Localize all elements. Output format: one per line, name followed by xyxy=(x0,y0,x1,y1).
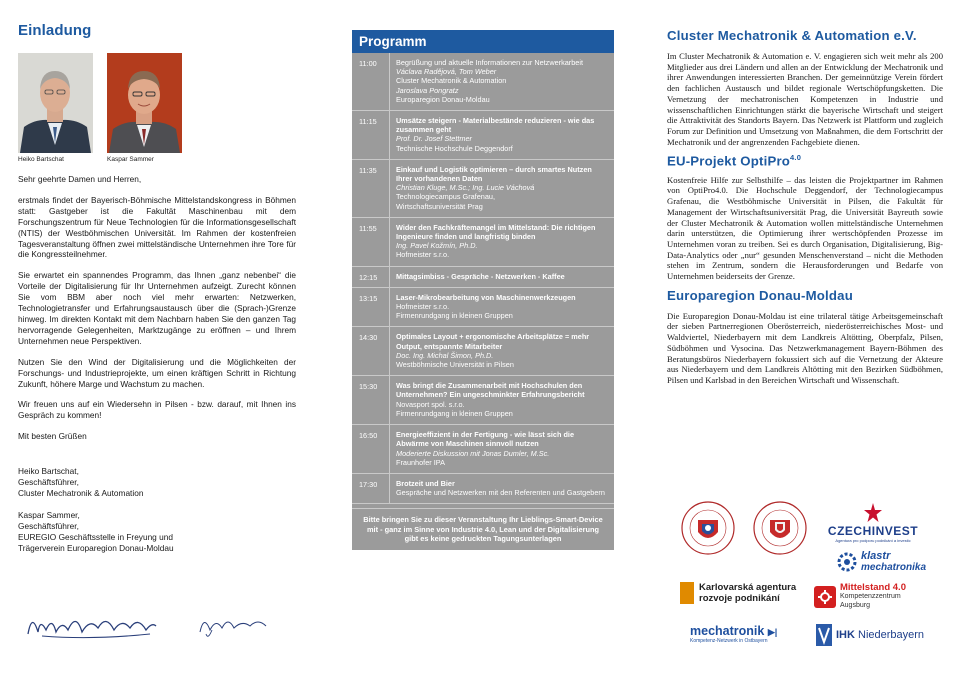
mechatronik-subtext: Kompetenz-Netzwerk in Ostbayern xyxy=(690,638,768,644)
program-item-title: Wider den Fachkräftemangel im Mittelstand: Die richtigen Ingenieure finden und langfristig binden xyxy=(396,222,596,242)
portrait-bartschat xyxy=(18,53,93,153)
signer-org: Trägerverein Europaregion Donau-Moldau xyxy=(18,542,174,553)
program-speaker: Jaroslava Pongratz xyxy=(396,85,459,95)
chamber-seal-1-logo xyxy=(680,500,736,556)
program-organization: Gespräche und Netzwerken mit den Referenten und Gastgebern xyxy=(396,488,605,498)
program-item-title: Mittagsimbiss - Gespräche - Netzwerken - Kaffee xyxy=(396,271,565,281)
program-details xyxy=(389,218,614,266)
portrait-sammer xyxy=(107,53,182,153)
program-details xyxy=(389,474,614,503)
signer-org: Cluster Mechatronik & Automation xyxy=(18,487,144,498)
signature-block xyxy=(18,466,296,553)
ihk-text: IHK xyxy=(836,629,855,641)
program-item xyxy=(352,376,614,425)
program-details xyxy=(389,376,614,424)
program-schedule xyxy=(352,53,614,508)
mittelstand-logo xyxy=(814,583,906,610)
program-item-title: Begrüßung und aktuelle Informationen zur Netzwerkarbeit xyxy=(396,58,583,67)
program-organization: Wirtschaftsuniversität Prag xyxy=(396,201,483,211)
program-details xyxy=(389,288,614,327)
program-time: 13:15 xyxy=(359,293,378,303)
europaregion-title: Europaregion Donau-Moldau xyxy=(667,287,853,303)
program-item-title: Energieeffizient in der Fertigung - wie lässt sich die Abwärme von Maschinen sinnvoll nutzen xyxy=(396,430,574,449)
program-details xyxy=(389,53,614,110)
program-organization: Cluster Mechatronik & Automation xyxy=(396,76,507,86)
karlovarska-text-2: rozvoje podnikání xyxy=(699,593,780,604)
program-time: 11:55 xyxy=(359,223,377,233)
star-icon xyxy=(861,502,885,524)
program-organization: Fraunhofer IPA xyxy=(396,457,445,467)
program-time: 11:15 xyxy=(359,117,377,127)
optipro-superscript: 4.0 xyxy=(790,153,802,163)
signer-role: Geschäftsführer, xyxy=(18,520,79,531)
signer-1 xyxy=(18,466,296,499)
program-item-title: Laser-Mikrobearbeitung von Maschinenwerkzeugen xyxy=(396,292,576,302)
program-speaker: Doc. Ing. Michal Šimon, Ph.D. xyxy=(396,350,494,360)
program-speaker: Moderierte Diskussion mit Jonas Dumler, M.Sc. xyxy=(396,448,550,458)
europaregion-text: Die Europaregion Donau-Moldau ist eine trilateral tätige Arbeitsgemeinschaft der sieben Partnerregionen Oberösterreich, niederösterreichisches Most- und Waldviertel, Niederbayern mit dem Landkreis Altötting, Oberpfalz, Pilsen, Südböhmen und Vysocina. Das Netzwerkmanagement Bayern-Böhmen des Beratungsbüros Niederbayern fokussiert sich auf die Vernetzung der Akteure aus Niederbayern und dem Landkreis Altötting mit den Bezirken Südböhmen, Pilsen und Karlsbad in den Bereichen Wirtschaft und Wissenschaft. xyxy=(667,310,943,385)
letter-paragraph: Sie erwartet ein spannendes Programm, das Ihnen „ganz nebenbei“ die Vorteile der Digitalisierung für Ihr Unternehmen aufzeigt. Zurecht können Sie vom BBM aber noch viel mehr erwarten: Netzwerken, Technologietransfer und Erfahrungsaustausch über die (Sprach-)Grenze hinweg. Im direkten Kontakt mit dem Nachbarn haben Sie den ganzen Tag hervorragende Gelegenheiten, Marktzugänge zu eröffnen – und Ihrem Unternehmen neue Perspektiven. xyxy=(18,270,296,346)
program-item xyxy=(352,288,614,328)
photo-caption: Heiko Bartschat xyxy=(18,156,64,163)
letter-paragraph: Nutzen Sie den Wind der Digitalisierung und die Möglichkeiten der Forschungs- und Industrieprojekte, um einen kräftigen Schritt in Richtung Zukunft, höhere Marge und Wachstum zu machen. xyxy=(18,356,296,389)
invitation-letter xyxy=(18,174,296,553)
letter-greeting: Sehr geehrte Damen und Herren, xyxy=(18,174,142,184)
speaker-photo-1 xyxy=(18,53,93,163)
mechatronik-text: mechatronik xyxy=(690,624,765,638)
karlovarska-agentura-logo xyxy=(680,582,796,604)
chamber-seal-2-logo xyxy=(752,500,808,556)
program-item xyxy=(352,111,614,160)
czechinvest-text: CZECHINVEST xyxy=(827,524,919,538)
program-organization: Firmenrundgang in kleinen Gruppen xyxy=(396,408,513,418)
program-time: 14:30 xyxy=(359,333,378,343)
cluster-text: Im Cluster Mechatronik & Automation e. V. engagieren sich weit mehr als 200 Mitglieder aus drei Ländern und allen an der Entwicklung der Mechatronik und ihrer Anwendungen interessierten Branchen. Der gemeinnützige Verein fördert den fachlichen Austausch und bildet regionale Wertschöpfungsketten. Die Vernetzung der mechatronischen Kompetenzen in Industrie und wissenschaftlichen Einrichtungen stärkt die bayerische Wirtschaft und steigert die Attraktivität des Standorts Bayern. Das Netzwerk ist Plattform und zugleich Forum zur Definition und Umsetzung von Maßnahmen, die dem Fortschritt der Mechatronik und der angrenzenden Fachgebiete dienen. xyxy=(667,51,943,147)
europaregion-section xyxy=(667,288,943,386)
signer-name: Heiko Bartschat, xyxy=(18,466,79,477)
program-organization: Hofmeister s.r.o. xyxy=(396,302,450,312)
program-organization: Westböhmische Universität in Pilsen xyxy=(396,360,514,370)
signer-role: Geschäftsführer, xyxy=(18,477,79,488)
program-item-title: Brotzeit und Bier xyxy=(396,478,455,488)
program-speaker: Václava Radějová, Tom Weber xyxy=(396,67,497,77)
program-item xyxy=(352,327,614,376)
program-item-title: Optimales Layout + ergonomische Arbeitsplätze = mehr Output, entspannte Mitarbeiter xyxy=(396,332,590,351)
photo-caption: Kaspar Sammer xyxy=(107,156,154,163)
speaker-photos xyxy=(18,53,296,163)
program-item xyxy=(352,267,614,288)
program-item xyxy=(352,53,614,111)
letter-closing: Mit besten Grüßen xyxy=(18,431,87,442)
play-icon: ▶| xyxy=(767,627,778,637)
optipro-text: Kostenfreie Hilfe zur Selbsthilfe – das leisten die Projektpartner im Rahmen von OptiPro4.0. Die Hochschule Deggendorf, der Technologiecampus Grafenau, die Westböhmische Universität in Pilsen, die Fakultät für Management der Wirtschaftsuniversität Prag, die Universität Bayreuth sowie der Cluster Mechatronik & Automation wollen mittelständische Unternehmen darin unterstützen, die Optimierung ihrer wertschöpfenden Prozesse im Unternehmen voran zu treiben. Sei es durch Organisation, Digitalisierung, Big-Data-Analytics oder „nur“ gesunden Menschenverstand – nicht die Methoden stehen im Zentrum, sondern die Herausforderungen und Bedarfe von Unternehmen beiderseits der Grenze. xyxy=(667,174,943,282)
program-details xyxy=(389,267,614,287)
invitation-title: Einladung xyxy=(18,22,92,39)
karlovarska-text: Karlovarská agentura xyxy=(699,582,797,593)
signer-org: EUREGIO Geschäftsstelle in Freyung und xyxy=(18,531,173,542)
ihk-mark-icon xyxy=(816,624,832,646)
program-details xyxy=(389,111,614,159)
mechatronika-text: mechatronika xyxy=(861,562,927,573)
program-details xyxy=(389,327,614,375)
czechinvest-logo xyxy=(818,502,928,543)
program-speaker: Prof. Dr. Josef Stettmer xyxy=(396,134,472,144)
mittelstand-subtext: Kompetenzzentrum xyxy=(840,593,901,600)
program-organization: Europaregion Donau-Moldau xyxy=(396,94,490,104)
program-speaker: Ing. Pavel Kožmín, Ph.D. xyxy=(396,241,478,251)
program-time: 17:30 xyxy=(359,479,378,489)
program-item xyxy=(352,474,614,504)
program-time: 16:50 xyxy=(359,431,378,441)
signer-name: Kaspar Sammer, xyxy=(18,509,80,520)
program-footer-note: Bitte bringen Sie zu dieser Veranstaltung Ihr Lieblings-Smart-Device mit - ganz im Sinne von Industrie 4.0, Lean und der Digitalisierung gibt es keine gedruckten Tagungsunterlagen xyxy=(352,508,614,549)
partner-logos xyxy=(680,500,940,650)
optipro-title-text: EU-Projekt OptiPro xyxy=(667,153,791,169)
karlovarska-mark-icon xyxy=(680,582,694,604)
optipro-title xyxy=(667,153,943,168)
program-item xyxy=(352,160,614,218)
program-organization: Technologiecampus Grafenau, xyxy=(396,192,495,202)
program-organization: Technische Hochschule Deggendorf xyxy=(396,143,513,153)
mittelstand-text: Mittelstand 4.0 xyxy=(840,582,906,593)
program-details xyxy=(389,425,614,473)
ihk-region-text: Niederbayern xyxy=(858,629,925,641)
program-speaker: Christian Kluge, M.Sc.; Ing. Lucie Váchová xyxy=(396,183,535,193)
program-item-title: Einkauf und Logistik optimieren – durch smartes Nutzen Ihrer vorhandenen Daten xyxy=(396,164,592,184)
program-details xyxy=(389,160,614,217)
letter-paragraph: erstmals findet der Bayerisch-Böhmische Mittelstandskongress in Böhmen statt: Gastgeber ist die Fakultät Maschinenbau mit dem Forschungszentrum für Neue Technologien für die Informationsgesellschaft (NTIS) der Westböhmischen Universität. Im Rahmen der kostenfreien Tagesveranstaltung öffnen zwei mittelständische Unternehmen ihre Tore für die Kongressteilnehmer. xyxy=(18,194,296,260)
program-item-title: Umsätze steigern - Materialbestände reduzieren - wie das zusammen geht xyxy=(396,116,595,135)
czechinvest-subtext: Agentura pro podporu podnikání a investic xyxy=(835,538,911,543)
program-time: 12:15 xyxy=(359,272,378,282)
signer-2 xyxy=(18,510,296,554)
klastr-text: klastr xyxy=(861,550,891,562)
mittelstand-mark-icon xyxy=(814,586,836,608)
letter-paragraph: Wir freuen uns auf ein Wiedersehn in Pilsen - bzw. darauf, mit Ihnen ins Gespräch zu kommen! xyxy=(18,399,296,421)
speaker-photo-2 xyxy=(107,53,182,163)
program-organization: Novasport spol. s.r.o. xyxy=(396,399,465,409)
program-organization: Firmenrundgang in kleinen Gruppen xyxy=(396,311,513,321)
program-time: 15:30 xyxy=(359,382,378,392)
optipro-section xyxy=(667,153,943,281)
invitation-column xyxy=(18,22,296,564)
gear-icon xyxy=(836,548,858,576)
ihk-niederbayern-logo xyxy=(816,624,924,646)
program-time: 11:00 xyxy=(359,59,377,68)
program-item xyxy=(352,218,614,267)
program-time: 11:35 xyxy=(359,165,377,175)
program-item-title: Was bringt die Zusammenarbeit mit Hochschulen den Unternehmen? Ein ungeschminkter Erfahrungsbericht xyxy=(396,381,585,400)
program-column xyxy=(352,30,614,550)
program-item xyxy=(352,425,614,474)
info-column xyxy=(667,28,943,386)
cluster-title: Cluster Mechatronik & Automation e.V. xyxy=(667,28,917,43)
mittelstand-location: Augsburg xyxy=(840,602,870,609)
program-title: Programm xyxy=(352,30,614,53)
mechatronik-logo xyxy=(690,624,777,644)
program-organization: Hofmeister s.r.o. xyxy=(396,250,450,260)
handwritten-signatures xyxy=(22,604,282,644)
klastr-mechatronika-logo xyxy=(836,548,926,576)
